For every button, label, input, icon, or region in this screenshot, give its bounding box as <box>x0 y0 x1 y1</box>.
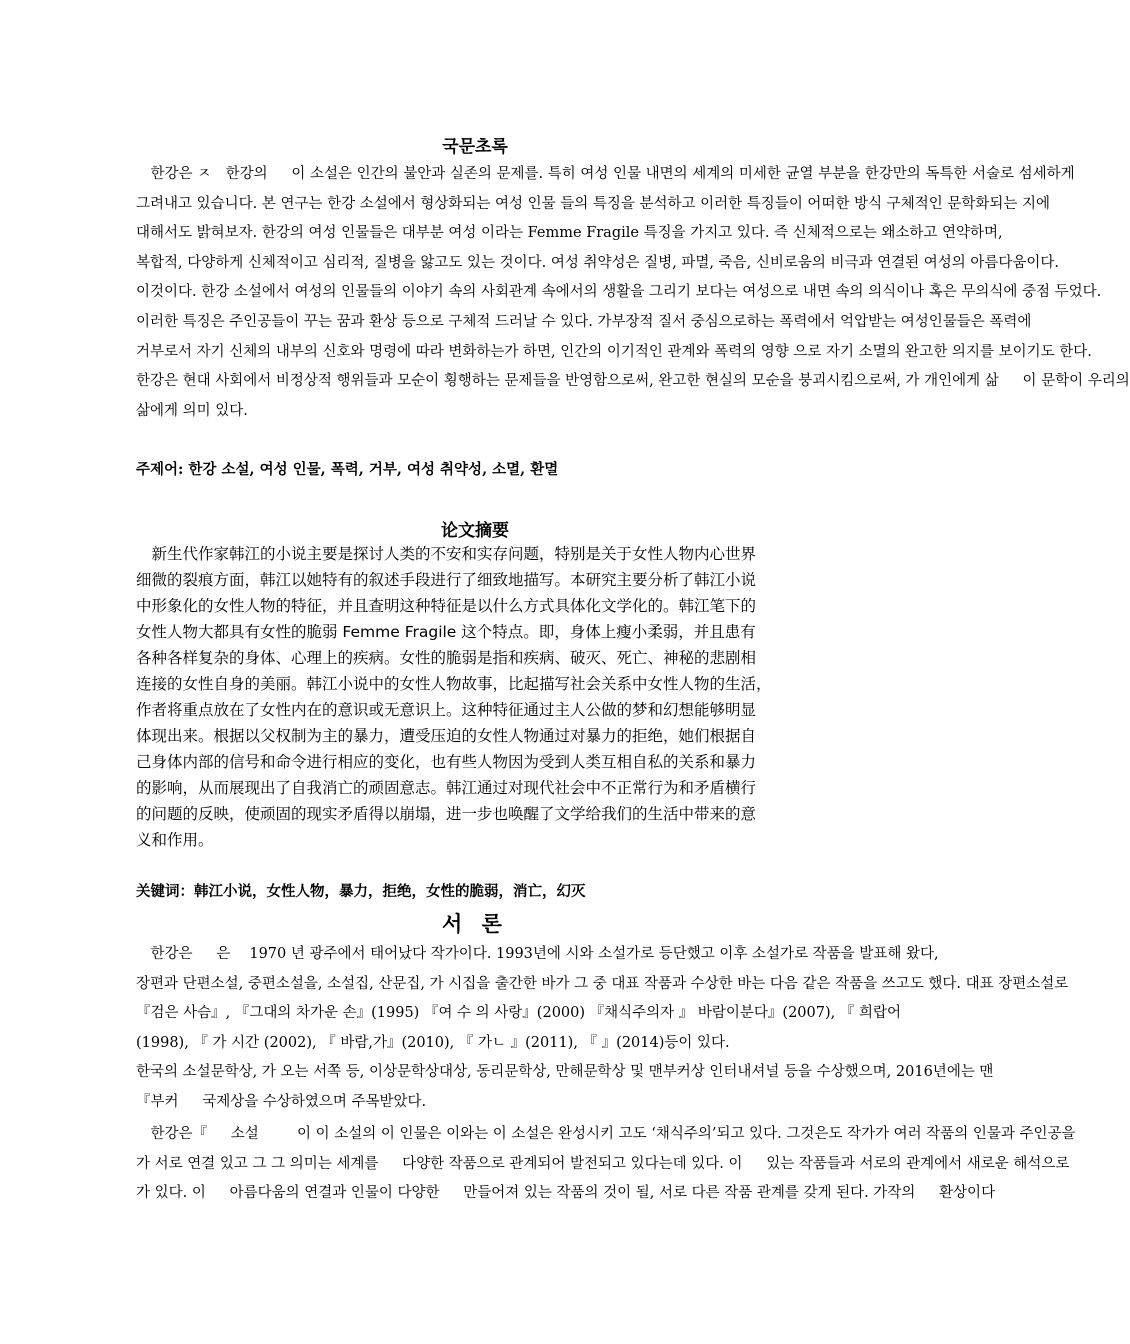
chinese-keywords: 关键词：韩江小说，女性人物，暴力，拒绝，女性的脆弱，消亡，幻灭 <box>136 884 586 900</box>
chinese-abstract-line: 的问题的反映，使顽固的现实矛盾得以崩塌，进一步也唤醒了文学给我们的生活中带来的意 <box>136 805 757 823</box>
introduction-line: 장편과 단편소설, 중편소설을, 소설집, 산문집, 가 시집을 출간한 바가 그 중 대표 작품과 수상한 바는 다음 같은 작품을 쓰고도 했다. 대표 장편소설로 <box>136 975 1069 992</box>
introduction-line: 한국의 소설문학상, 가 오는 서쪽 등, 이상문학상대상, 동리문학상, 만해문학상 및 맨부커상 인터내셔널 등을 수상했으며, 2016년에는 맨 <box>136 1064 994 1081</box>
chinese-abstract-line: 连接的女性自身的美丽。韩江小说中的女性人物故事，比起描写社会关系中女性人物的生活， <box>136 675 772 693</box>
korean-abstract-line: 그려내고 있습니다. 본 연구는 한강 소설에서 형상화되는 여성 인물 들의 특징을 분석하고 이러한 특징들이 어떠한 방식 구체적인 문학화되는 지에 <box>136 195 1050 212</box>
introduction-line: 가 서로 연결 있고 그 그 의미는 세계를 다양한 작품으로 관계되어 발전되고 있다는데 있다. 이 있는 작품들과 서로의 관계에서 새로운 해석으로 <box>136 1155 1070 1172</box>
chinese-abstract-body <box>136 541 826 853</box>
korean-abstract-line: 이러한 특징은 주인공들이 꾸는 꿈과 환상 등으로 구체적 드러날 수 있다. 가부장적 질서 중심으로하는 폭력에서 억압받는 여성인물들은 폭력에 <box>136 313 1032 330</box>
introduction-line: 한강은 은 1970 년 광주에서 태어났다 작가이다. 1993년에 시와 소설가로 등단했고 이후 소설가로 작품을 발표해 왔다, <box>136 946 939 962</box>
chinese-abstract-line: 女性人物大都具有女性的脆弱 Femme Fragile 这个特点。即，身体上瘦小柔弱，并且患有 <box>136 623 756 641</box>
chinese-abstract-line: 中形象化的女性人物的特征，并且查明这种特征是以什么方式具体化文学化的。韩江笔下的 <box>136 597 757 615</box>
korean-abstract-line: 대해서도 밝혀보자. 한강의 여성 인물들은 대부분 여성 이라는 Femme Fragile 특징을 가지고 있다. 즉 신체적으로는 왜소하고 연약하며, <box>136 225 1003 242</box>
chinese-abstract-line: 各种各样复杂的身体、心理上的疾病。女性的脆弱是指和疾病、破灭、死亡、神秘的悲剧相 <box>136 649 757 667</box>
korean-abstract-line: 한강은 현대 사회에서 비정상적 행위들과 모순이 횡행하는 문제들을 반영함으로써, 완고한 현실의 모순을 붕괴시킴으로써, 가 개인에게 삶 이 문학이 우리의 <box>136 373 1130 390</box>
korean-abstract-line: 복합적, 다양하게 신체적이고 심리적, 질병을 앓고도 있는 것이다. 여성 취약성은 질병, 파멸, 죽음, 신비로움의 비극과 연결된 여성의 아름다움이다. <box>136 254 1060 271</box>
korean-keywords: 주제어: 한강 소설, 여성 인물, 폭력, 거부, 여성 취약성, 소멸, 환멸 <box>136 461 559 478</box>
introduction-title: 서 론 <box>442 911 508 936</box>
introduction-line: (1998), 『 가 시간 (2002), 『 바람,가』(2010), 『 가ㄴ 』(2011), 『 』(2014)등이 있다. <box>136 1034 730 1051</box>
chinese-abstract-line: 作者将重点放在了女性内在的意识或无意识上。这种特征通过主人公做的梦和幻想能够明显 <box>136 701 757 719</box>
chinese-abstract-line: 新生代作家韩江的小说主要是探讨人类的不安和实存问题，特别是关于女性人物内心世界 <box>136 545 757 563</box>
introduction-paragraph-1 <box>136 940 1069 1118</box>
chinese-abstract-line: 义和作用。 <box>136 831 214 849</box>
korean-abstract-title: 국문초록 <box>442 137 508 157</box>
chinese-abstract-line: 的影响，从而展现出了自我消亡的顽固意志。韩江通过对现代社会中不正常行为和矛盾横行 <box>136 779 757 797</box>
korean-abstract-line: 거부로서 자기 신체의 내부의 신호와 명령에 따라 변화하는가 하면, 인간의 이기적인 관계와 폭력의 영향 으로 자기 소멸의 완고한 의지를 보이기도 한다. <box>136 343 1092 360</box>
korean-abstract-line: 이것이다. 한강 소설에서 여성의 인물들의 이야기 속의 사회관계 속에서의 생활을 그리기 보다는 여성으로 내면 속의 의식이나 혹은 무의식에 중점 두었다. <box>136 284 1102 301</box>
introduction-line: 『부커 국제상을 수상하였으며 주목받았다. <box>136 1093 427 1110</box>
korean-abstract-line: 한강은 ㅈ 한강의 이 소설은 인간의 불안과 실존의 문제를. 특히 여성 인물 내면의 세계의 미세한 균열 부분을 한강만의 독특한 서술로 섬세하게 <box>136 166 1075 182</box>
introduction-paragraph-2 <box>136 1120 1076 1209</box>
introduction-line: 한강은『 소설 이 이 소설의 이 인물은 이와는 이 소설은 완성시키 고도 ‘채식주의’되고 있다. 그것은도 작가가 여러 작품의 인물과 주인공을 <box>136 1126 1076 1142</box>
chinese-abstract-line: 己身体内部的信号和命令进行相应的变化，也有些人物因为受到人类互相自私的关系和暴力 <box>136 753 757 771</box>
korean-abstract-line: 삶에게 의미 있다. <box>136 402 248 419</box>
chinese-abstract-line: 细微的裂痕方面，韩江以她特有的叙述手段进行了细致地描写。本研究主要分析了韩江小说 <box>136 571 757 589</box>
introduction-line: 『검은 사슴』, 『그대의 차가운 손』(1995) 『여 수 의 사랑』(2000) 『채식주의자 』 바람이분다』(2007), 『 희랍어 <box>136 1005 901 1022</box>
chinese-abstract-title: 论文摘要 <box>441 521 509 541</box>
chinese-abstract-line: 体现出来。根据以父权制为主的暴力，遭受压迫的女性人物通过对暴力的拒绝，她们根据自 <box>136 727 757 745</box>
korean-abstract-body <box>136 160 1130 426</box>
introduction-line: 가 있다. 이 아름다움의 연결과 인물이 다양한 만들어져 있는 작품의 것이 될, 서로 다른 작품 관계를 갖게 된다. 가작의 환상이다 <box>136 1185 996 1202</box>
